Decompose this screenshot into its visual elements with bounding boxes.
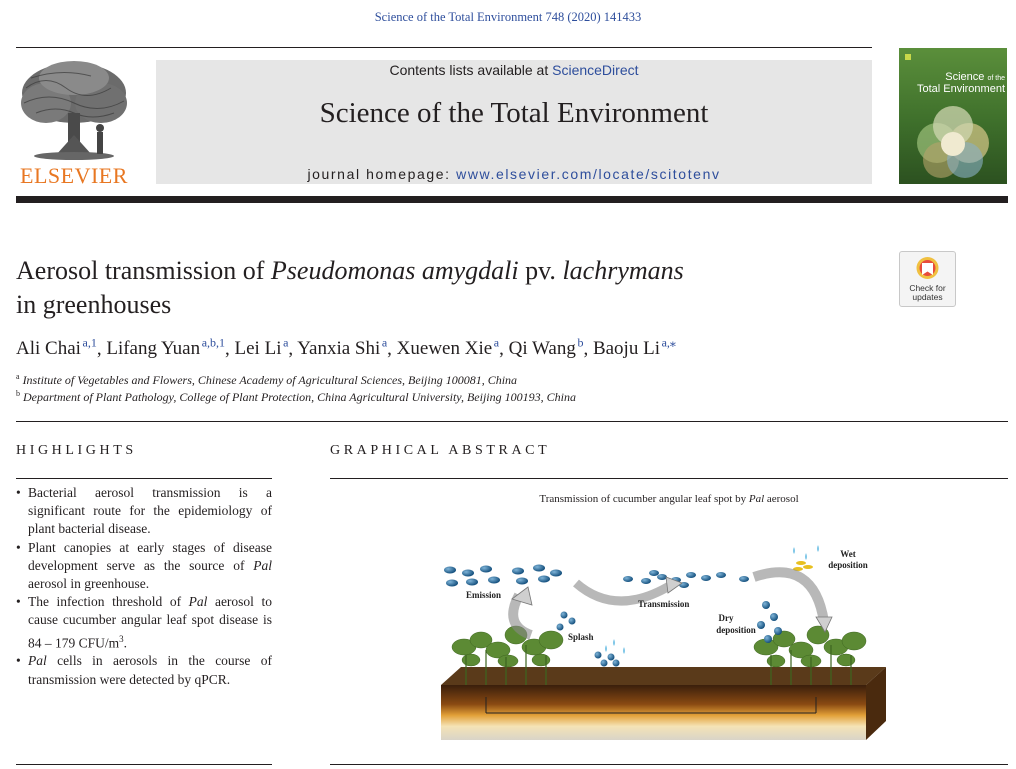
header-thick-rule [16, 196, 1008, 203]
cover-title [905, 72, 1005, 95]
contents-line [156, 62, 872, 78]
title-pv: pv. [518, 256, 563, 285]
author[interactable]: Baoju Li $^{a,⁎}$ [592, 336, 676, 360]
cover-title-total-environment: Total Environment [916, 83, 1005, 95]
label-wet-line1: Wet [840, 549, 856, 559]
check-updates-icon [900, 252, 955, 284]
highlight-item: • Bacterial aerosol transmission is a significant route for the epidemiology of plant bacterial disease. [16, 484, 272, 539]
highlight-item: • The infection threshold of Pal aerosol to cause cucumber angular leaf spot disease is 84 – 179 CFU/$m^3$. [16, 593, 272, 652]
label-dry-line2: deposition [716, 625, 756, 635]
contents-prefix: Contents lists available at [389, 62, 553, 78]
label-transmission: Transmission [638, 599, 690, 609]
author-list: Ali Chai $^{a,1}$, Lifang Yuan $^{a,b,1}$, Lei Li $^a$, Yanxia Shi $^a$, Xuewen Xie $^a$, Qi Wang $^b$, Baoju Li $^{a,⁎}$ [16, 336, 676, 360]
author[interactable]: Qi Wang $^b$ [508, 336, 584, 360]
homepage-link[interactable]: www.elsevier.com/locate/scitotenv [456, 166, 721, 182]
journal-homepage-line [156, 166, 872, 182]
author[interactable]: Yanxia Shi $^a$ [297, 336, 388, 360]
author[interactable]: Lifang Yuan $^{a,b,1}$ [106, 336, 226, 360]
title-prefix: Aerosol transmission of [16, 256, 271, 285]
highlights-rule [16, 478, 272, 479]
highlights-bottom-rule [16, 764, 272, 765]
homepage-prefix: journal homepage: [307, 166, 457, 182]
title-line2: in greenhouses [16, 290, 172, 319]
author[interactable]: Lei Li $^a$ [234, 336, 289, 360]
wet-deposition-bacteria [793, 561, 813, 571]
section-divider [16, 421, 1008, 422]
graphical-abstract-rule [330, 478, 1008, 479]
label-wet-line2: deposition [828, 560, 868, 570]
author[interactable]: Xuewen Xie $^a$ [396, 336, 500, 360]
label-emission: Emission [466, 590, 502, 600]
affiliation-b: $^b$ Department of Plant Pathology, College of Plant Protection, China Agricultural University, Beijing 100193, China [16, 389, 576, 404]
publisher-wordmark[interactable]: ELSEVIER [20, 163, 128, 188]
graphical-abstract-figure[interactable] [436, 535, 886, 745]
emission-arrow [512, 587, 532, 635]
check-updates-line1: Check for [909, 283, 946, 293]
journal-citation[interactable]: Science of the Total Environment 748 (2020) 141433 [374, 10, 642, 24]
cover-flower-graphic [899, 48, 1007, 184]
graphical-abstract-caption: Transmission of cucumber angular leaf spot by Pal aerosol [539, 493, 799, 505]
soil-block [441, 667, 886, 740]
article-title [16, 254, 836, 322]
label-splash: Splash [568, 632, 594, 642]
check-updates-line2: updates [912, 292, 943, 302]
title-species: Pseudomonas amygdali [270, 256, 519, 285]
title-pathovar: lachrymans [562, 256, 684, 285]
cover-title-of-the: of the [987, 75, 1005, 82]
sciencedirect-link[interactable]: ScienceDirect [552, 62, 639, 78]
label-dry-line1: Dry [718, 613, 734, 623]
graphical-abstract-bottom-rule [330, 764, 1008, 765]
header-top-rule [16, 47, 872, 48]
check-updates-label [899, 284, 956, 302]
graphical-abstract-heading: GRAPHICAL ABSTRACT [330, 443, 551, 458]
highlights-list [16, 484, 272, 689]
highlight-item: • Pal cells in aerosols in the course of transmission were detected by qPCR. [16, 652, 272, 688]
author[interactable]: Ali Chai $^{a,1}$ [16, 336, 97, 360]
journal-title: Science of the Total Environment [319, 97, 709, 129]
journal-cover-image[interactable] [899, 48, 1007, 184]
highlight-item: • Plant canopies at early stages of disease development serve as the source of Pal aerosol in greenhouse. [16, 539, 272, 594]
cover-title-science: Science [945, 71, 985, 83]
affiliation-a: $^a$ Institute of Vegetables and Flowers, Chinese Academy of Agricultural Sciences, Beijing 100081, China [16, 372, 518, 387]
highlights-heading: HIGHLIGHTS [16, 443, 137, 458]
